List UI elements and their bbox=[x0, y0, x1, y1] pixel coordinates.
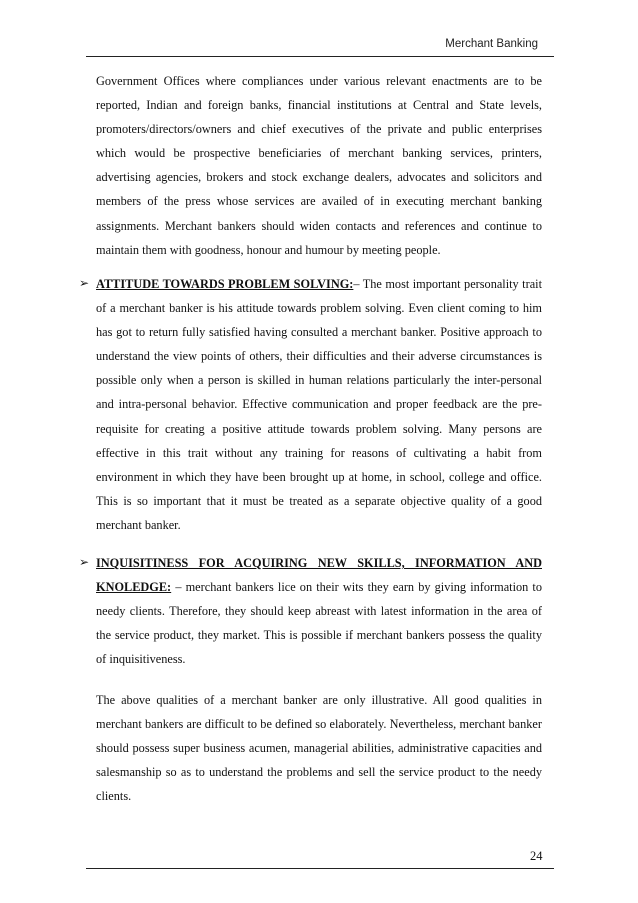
section-heading-attitude: ATTITUDE TOWARDS PROBLEM SOLVING: bbox=[96, 277, 354, 291]
section-inquisitiveness-paragraph bbox=[96, 551, 542, 671]
section-body-attitude: – The most important personality trait of a merchant banker is his attitude towards problem solving. Even client coming to him has got to return fully satisfied having consulted a merchant banker. Positive approach to understand the view points of others, their difficulties and their adverse circumstances is possible only when a person is skilled in human relations particularly the inter-personal and intra-personal behavior. Effective communication and proper feedback are the pre-requisite for creating a positive attitude towards problem solving. Many persons are effective in this trait without any training for reasons of cultivating a habit from environment in which they have been brought up at home, in school, college and office. This is so important that it must be treated as a separate objective quality of a good merchant banker. bbox=[96, 277, 542, 532]
section-attitude-paragraph bbox=[96, 272, 542, 537]
arrow-bullet-icon: ➢ bbox=[79, 276, 90, 290]
arrow-bullet-icon: ➢ bbox=[79, 555, 90, 569]
section-heading-inquisitiveness: INQUISITINESS FOR ACQUIRING NEW SKILLS, INFORMATION AND KNOLEDGE: bbox=[96, 556, 542, 595]
section-body-inquisitiveness: – merchant bankers lice on their wits they earn by giving information to needy clients. Therefore, they should keep abreast with latest information in the area of the service product, they market. This is possible if merchant bankers possess the quality of inquisitiveness. bbox=[96, 580, 542, 667]
footer-rule bbox=[86, 868, 554, 869]
running-header-title: Merchant Banking bbox=[445, 38, 538, 50]
closing-paragraph: The above qualities of a merchant banker are only illustrative. All good qualities in merchant bankers are difficult to be defined so elaborately. Nevertheless, merchant banker should possess super business acumen, managerial abilities, administrative capacities and salesmanship so as to understand the problems and sell the service product to the needy clients. bbox=[96, 693, 542, 804]
header-rule bbox=[86, 56, 554, 57]
intro-paragraph: Government Offices where compliances under various relevant enactments are to be reported, Indian and foreign banks, financial institutions at Central and State levels, promoters/directors/owners and chief executives of the private and public enterprises which would be prospective beneficiaries of merchant banking services, printers, advertising agencies, brokers and stock exchange dealers, advocates and solicitors and members of the press whose services are availed of in executing merchant banking assignments. Merchant bankers should widen contacts and references and continue to maintain them with goodness, honour and humour by meeting people. bbox=[96, 74, 542, 257]
page-number: 24 bbox=[530, 849, 543, 863]
